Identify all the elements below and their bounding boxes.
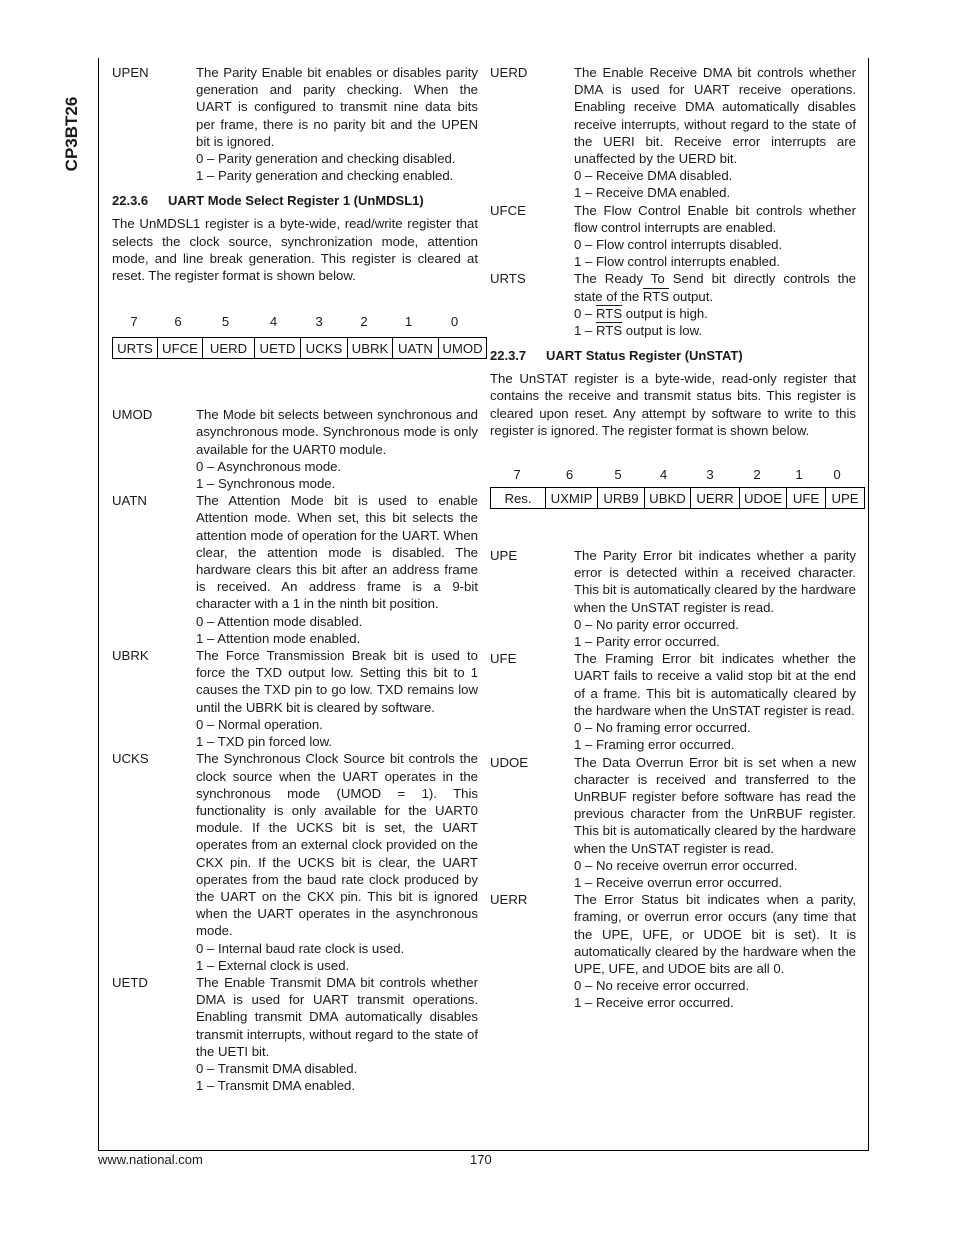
bit-name: UDOE: [490, 754, 529, 770]
bit-description: [490, 754, 856, 892]
bit-description-list: [490, 547, 856, 1011]
bit-text: The Attention Mode bit is used to enable Attention mode. When set, this bit selects the attention mode of operation for the UART. When clear, the attention mode is disabled. The hardware clears this bit after an address frame is received. An address frame is a 9-bit character with a 1 in the ninth bit position.: [196, 493, 478, 612]
register-fields: [112, 337, 487, 359]
bit-description: [490, 202, 856, 271]
bit-option-1: 1 – External clock is used.: [196, 957, 350, 973]
register-field: UXMIP: [546, 488, 598, 509]
bit-option-0: 0 – Attention mode disabled.: [196, 613, 363, 629]
bit-option-1: 1 – Transmit DMA enabled.: [196, 1078, 356, 1094]
bit-text: The Ready To Send bit directly controls the state of the $\overline{RTS}$ output.: [574, 271, 856, 304]
bit-description: [112, 492, 478, 647]
bit-text: The Framing Error bit indicates whether the UART fails to receive a valid stop bit at the end of a frame. This bit is automatically cleared by the hardware when the UnSTAT register is read.: [574, 651, 856, 718]
bit-number: 4: [269, 314, 278, 330]
register-field: UFE: [787, 488, 826, 509]
register-field: Res.: [491, 488, 546, 509]
bit-option-0: 0 – Asynchronous mode.: [196, 458, 342, 474]
bit-option-0: 0 – No parity error occurred.: [574, 616, 739, 632]
bit-number: 1: [404, 314, 413, 330]
bit-number: 3: [315, 314, 323, 330]
bit-text: The Enable Transmit DMA bit controls whether DMA is used for UART transmit operations. Enabling transmit DMA automatically disables transmit interrupts, without regard to the state of the UETI bit.: [196, 974, 478, 1059]
footer-website: www.national.com: [98, 1152, 203, 1167]
bit-number: 0: [833, 467, 841, 483]
bit-text: The Data Overrun Error bit is set when a new character is received and transferred to the UnRBUF register before software has read the previous character from the UnRBUF register. This bit is automatically cleared by the hardware when the UnSTAT register is read.: [574, 754, 856, 856]
bit-text: The Force Transmission Break bit is used to force the TXD output low. Setting this bit to 1 causes the TXD pin to go low. TXD remains low until the UBRK bit is cleared by software.: [196, 648, 478, 715]
bit-text: The Error Status bit indicates when a parity, framing, or overrun error occurs (any time that the UPE, UFE, or UDOE bit is set). It is automatically cleared by the hardware when the UPE, UFE, and UDOE bits are all 0.: [574, 892, 856, 976]
bit-option-0: $0 - \overline{RTS}$ output is high.: [574, 305, 708, 321]
register-field: UATN: [393, 338, 439, 359]
register-field: URTS: [113, 338, 158, 359]
bit-name: UFCE: [490, 202, 526, 218]
register-field: UETD: [255, 338, 301, 359]
register-field: UBKD: [645, 488, 691, 509]
register-field: UPE: [826, 488, 865, 509]
bit-option-1: 1 – Parity error occurred.: [574, 634, 720, 650]
bit-option-0: 0 – Internal baud rate clock is used.: [196, 940, 405, 956]
bit-number: 5: [614, 467, 622, 483]
bit-name: UPE: [490, 548, 518, 564]
bit-option-1: 1 – TXD pin forced low.: [196, 734, 333, 750]
bit-name: UETD: [112, 974, 148, 990]
rts-signal: $\overline{RTS}$: [596, 305, 623, 321]
bit-description: [490, 64, 856, 202]
bit-text: The Flow Control Enable bit controls whether flow control interrupts are enabled.: [574, 202, 856, 235]
bit-option-0: 0 – No receive error occurred.: [574, 978, 750, 994]
section-heading: 22.3.6 UART Mode Select Register 1 (UnMDSL1): [112, 193, 424, 209]
bit-option-1: 1 – Receive DMA enabled.: [574, 185, 731, 201]
register-field: UMOD: [439, 338, 487, 359]
bit-text: The Parity Enable bit enables or disables parity generation and parity checking. When the UART is configured to transmit nine data bits per frame, there is no parity bit and the UPEN bit is ignored.: [196, 65, 478, 149]
bit-name: UMOD: [112, 407, 153, 423]
bit-number: 4: [659, 467, 668, 483]
bit-number: 7: [130, 314, 138, 330]
right-column: [490, 64, 859, 1012]
bit-option-0: 0 – Parity generation and checking disabled.: [196, 151, 456, 167]
bit-option-1: 1 – Synchronous mode.: [196, 476, 336, 492]
bit-option-1: 1 – Attention mode enabled.: [196, 630, 361, 646]
section-paragraph: The UnMDSL1 register is a byte-wide, read/write register that selects the clock source, synchronization mode, attention mode, and line break generation. This register is cleared at reset. The register format is shown below.: [112, 216, 478, 284]
bit-name: UATN: [112, 493, 147, 509]
bit-option-0: 0 – Normal operation.: [196, 716, 323, 732]
bit-description: [490, 547, 856, 650]
bit-description: [112, 974, 478, 1094]
bit-number-row: [490, 467, 856, 482]
register-field: UCKS: [301, 338, 348, 359]
bit-text: The Mode bit selects between synchronous and asynchronous mode. Synchronous mode is only available for the UART0 module.: [196, 407, 478, 457]
bit-description: [112, 750, 478, 974]
bit-option-0: 0 – No framing error occurred.: [574, 720, 751, 736]
register-diagram: [112, 284, 483, 376]
bit-option-1: 1 – Receive overrun error occurred.: [574, 874, 783, 890]
section-paragraph: The UnSTAT register is a byte-wide, read-only register that contains the receive and transmit status bits. This register is cleared upon reset. Any attempt by software to write to this register is ignored. The register format is shown below.: [490, 371, 856, 438]
bit-text: The Parity Error bit indicates whether a parity error is detected within a received character. This bit is automatically cleared by the hardware when the UnSTAT register is read.: [574, 548, 856, 615]
bit-number: 0: [450, 314, 459, 330]
bit-option-1: $1 - \overline{RTS}$ output is low.: [574, 323, 703, 339]
bit-number: 3: [706, 467, 714, 483]
bit-text: The Enable Receive DMA bit controls whether DMA is used for UART receive operations. Enabling receive DMA automatically disables receive interrupts, without regard to the state of the UERI bit. Receive error interrupts are unaffected by the UERD bit.: [574, 65, 856, 167]
bit-name: UCKS: [112, 751, 149, 767]
bit-description: [112, 406, 478, 492]
bit-number: 6: [565, 467, 574, 483]
bit-number: 5: [221, 314, 230, 330]
bit-description: [112, 647, 478, 750]
bit-description: [490, 891, 856, 1011]
bit-description: [490, 270, 856, 339]
left-column: [112, 64, 483, 1094]
bit-option-1: 1 – Parity generation and checking enabled.: [196, 168, 454, 184]
section-heading: 22.3.7 UART Status Register (UnSTAT): [490, 348, 743, 364]
bit-option-0: 0 – Flow control interrupts disabled.: [574, 237, 783, 253]
bit-option-0: 0 – Transmit DMA disabled.: [196, 1060, 358, 1076]
bit-description: [112, 64, 478, 184]
page-number: 170: [470, 1152, 492, 1167]
register-field: UFCE: [158, 338, 203, 359]
bit-option-1: 1 – Flow control interrupts enabled.: [574, 254, 780, 270]
bit-name: UERD: [490, 65, 528, 80]
bit-number: 2: [360, 314, 368, 330]
bit-number: 2: [753, 467, 761, 483]
bit-description: [490, 650, 856, 753]
bit-number: 6: [174, 314, 182, 330]
register-diagram: [490, 439, 859, 531]
bit-option-1: 1 – Receive error occurred.: [574, 995, 734, 1011]
bit-number: 7: [513, 467, 521, 483]
bit-option-0: 0 – Receive DMA disabled.: [574, 168, 733, 184]
register-field: UERD: [203, 338, 255, 359]
bit-name: UERR: [490, 892, 528, 908]
bit-name: URTS: [490, 271, 526, 287]
bit-name: UBRK: [112, 648, 149, 664]
bit-number-row: [112, 314, 478, 329]
rts-signal: $\overline{RTS}$: [642, 288, 670, 304]
bit-number: 1: [795, 467, 803, 483]
register-field: URB9: [598, 488, 645, 509]
side-title: CP3BT26: [62, 96, 81, 172]
bit-description-list: [112, 406, 478, 1094]
register-field: UERR: [691, 488, 740, 509]
bit-option-0: 0 – No receive overrun error occurred.: [574, 857, 798, 873]
register-field: UBRK: [348, 338, 393, 359]
bit-option-1: 1 – Framing error occurred.: [574, 737, 735, 753]
register-field: UDOE: [740, 488, 787, 509]
bit-text: The Synchronous Clock Source bit controls the clock source when the UART operates in the synchronous mode (UMOD = 1). This functionality is only available for the UART0 module. If the UCKS bit is set, the UART operates from an external clock provided on the CKX pin. If the UCKS bit is clear, the UART operates from the baud rate clock produced by the UART on the CKX pin. This bit is ignored when the UART operates in the asynchronous mode.: [196, 751, 478, 939]
bit-name: UPEN: [112, 65, 149, 80]
bit-name: UFE: [490, 651, 517, 667]
rts-signal: $\overline{RTS}$: [596, 323, 623, 339]
register-fields: [490, 487, 865, 509]
